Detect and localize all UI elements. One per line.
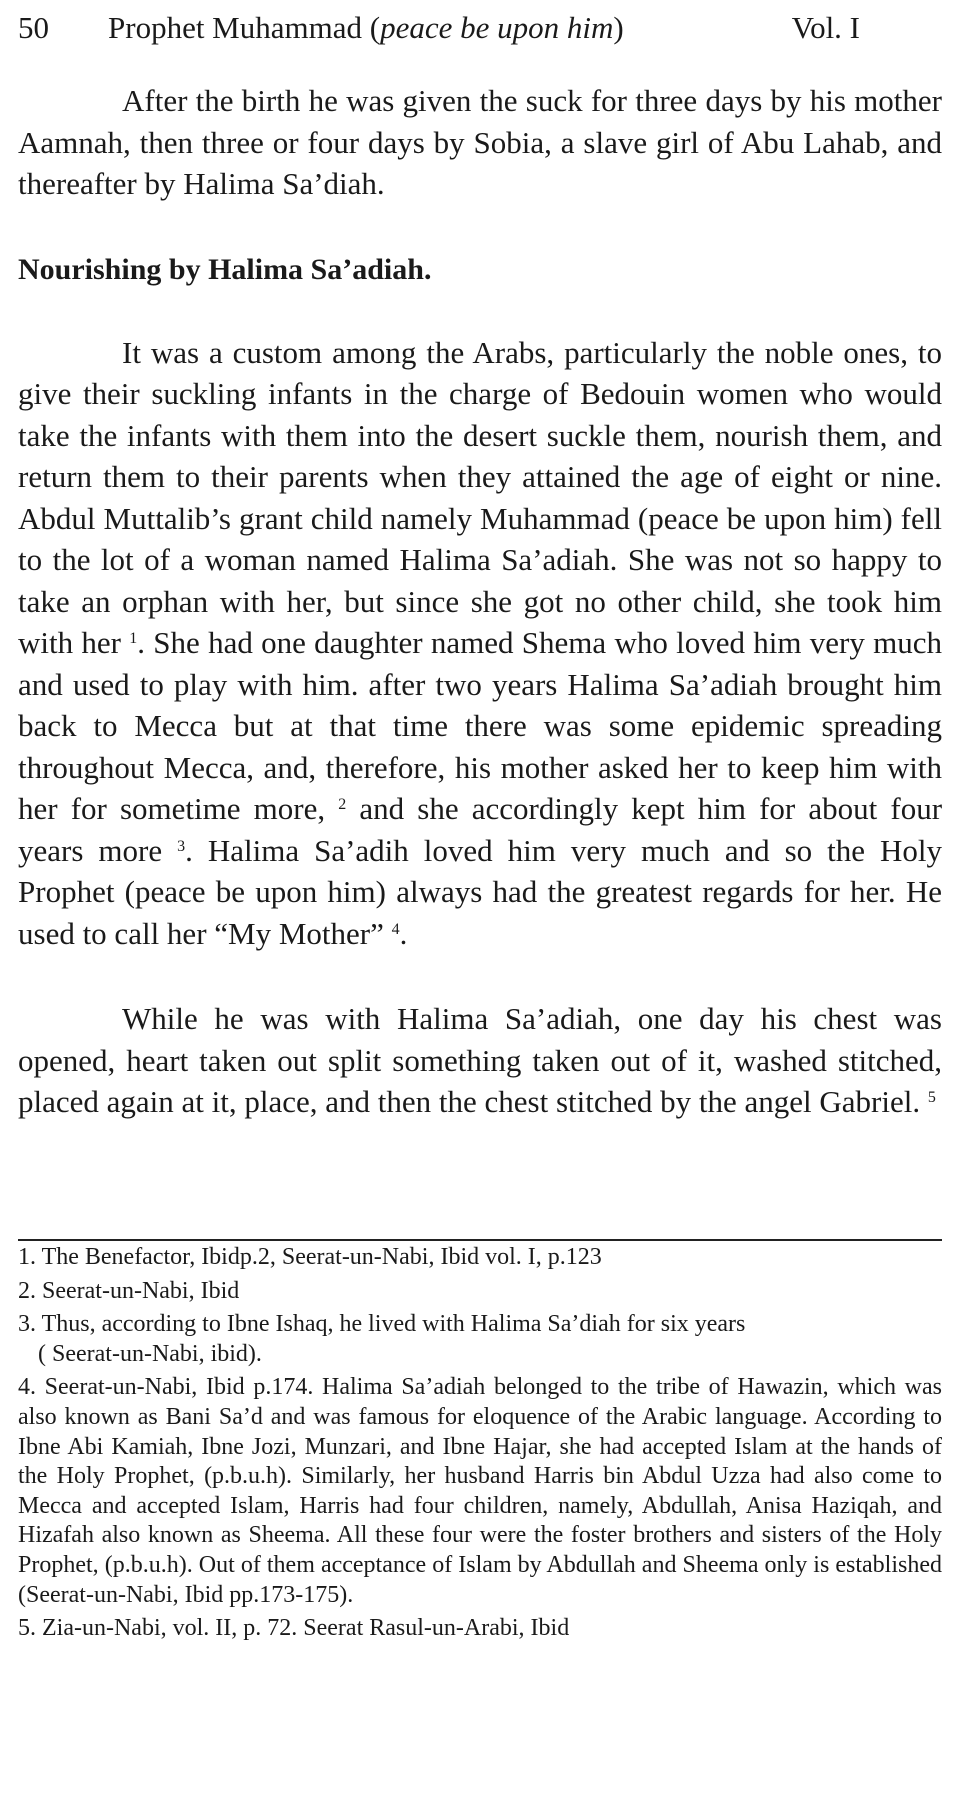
- footnote-ref-2: 2: [338, 796, 347, 813]
- footnote-ref-3: 3: [177, 837, 186, 855]
- paragraph-custom-part-e: .: [399, 915, 408, 951]
- footnote-3: [18, 1310, 942, 1369]
- running-title-close: ): [613, 10, 624, 45]
- footnote-4: 4. Seerat-un-Nabi, Ibid p.174. Halima Sa’adiah belonged to the tribe of Hawazin, which was also known as Bani Sa’d and was famous for eloquence of the Arabic language. According to Ibne Abi Kamiah, Ibne Jozi, Munzari, and Ibne Hajar, she had accepted Islam at the hands of the Holy Prophet, (p.b.u.h). Similarly, her husband Harris bin Abdul Uzza had also come to Mecca and accepted Islam, Harris had four children, namely, Abdullah, Anisa Haziqah, and Hizafah also known as Sheema. All these four were the foster brothers and sisters of the Holy Prophet, (p.b.u.h). Out of them acceptance of Islam by Abdullah and Sheema only is established (Seerat-un-Nabi, Ibid pp.173-175).: [18, 1374, 942, 1608]
- paragraph-birth: After the birth he was given the suck for three days by his mother Aamnah, then three or four days by Sobia, a slave girl of Abu Lahab, and thereafter by Halima Sa’diah.: [18, 83, 942, 201]
- paragraph-custom: [18, 332, 942, 955]
- section-heading: Nourishing by Halima Sa’adiah.: [18, 252, 432, 286]
- paragraph-custom-part-b: . She had one daughter named Shema who loved him very much and used to play with him. after two years Halima Sa’adiah brought him back to Mecca but at that time there was some epidemic spreading throughout Mecca, and, therefore, his mother asked her to keep him with her for sometime more,: [18, 625, 942, 826]
- footnote-divider: [18, 1239, 942, 1241]
- main-text: [18, 80, 942, 1123]
- paragraph-gap: [18, 954, 942, 998]
- paragraph-custom-part-c: and she accordingly kept him for about four years more: [18, 791, 943, 868]
- running-header: [18, 8, 942, 48]
- running-title: [108, 8, 624, 48]
- page-number: 50: [18, 10, 49, 45]
- footnote-ref-5: 5: [927, 1089, 936, 1106]
- running-title-italic: peace be upon him: [380, 10, 614, 45]
- paragraph-chest: [18, 998, 942, 1123]
- footnote-1: 1. The Benefactor, Ibidp.2, Seerat-un-Nabi, Ibid vol. I, p.123: [18, 1244, 602, 1270]
- footnote-ref-4: 4: [391, 920, 400, 938]
- footnote-3-line-1: 3. Thus, according to Ibne Ishaq, he lived with Halima Sa’diah for six years: [18, 1311, 746, 1338]
- footnote-3-line-2: ( Seerat-un-Nabi, ibid).: [38, 1340, 262, 1367]
- paragraph-chest-text: While he was with Halima Sa’adiah, one day his chest was opened, heart taken out split something taken out of it, washed stitched, placed again at it, place, and then the chest stitched by the angel Gabriel.: [18, 1001, 942, 1119]
- volume-label: Vol. I: [791, 10, 860, 45]
- running-title-plain: Prophet Muhammad (: [108, 10, 381, 45]
- footnote-5: 5. Zia-un-Nabi, vol. II, p. 72. Seerat Rasul-un-Arabi, Ibid: [18, 1615, 570, 1642]
- footnote-ref-1: 1: [129, 630, 138, 647]
- paragraph-custom-part-a: It was a custom among the Arabs, particularly the noble ones, to give their suckling infants in the charge of Bedouin women who would take the infants with them into the desert suckle them, nourish them, and return them to their parents when they attained the age of eight or nine. Abdul Muttalib’s grant child namely Muhammad (peace be upon him) fell to the lot of a woman named Halima Sa’adiah. She was not so happy to take an orphan with her, but since she got no other child, she took him with her: [18, 334, 942, 660]
- footnotes: [18, 1243, 942, 1648]
- paragraph-custom-part-d: . Halima Sa’adih loved him very much and so the Holy Prophet (peace be upon him) always had the greatest regards for her. He used to call her “My Mother”: [18, 832, 943, 951]
- footnote-2: 2. Seerat-un-Nabi, Ibid: [18, 1277, 240, 1304]
